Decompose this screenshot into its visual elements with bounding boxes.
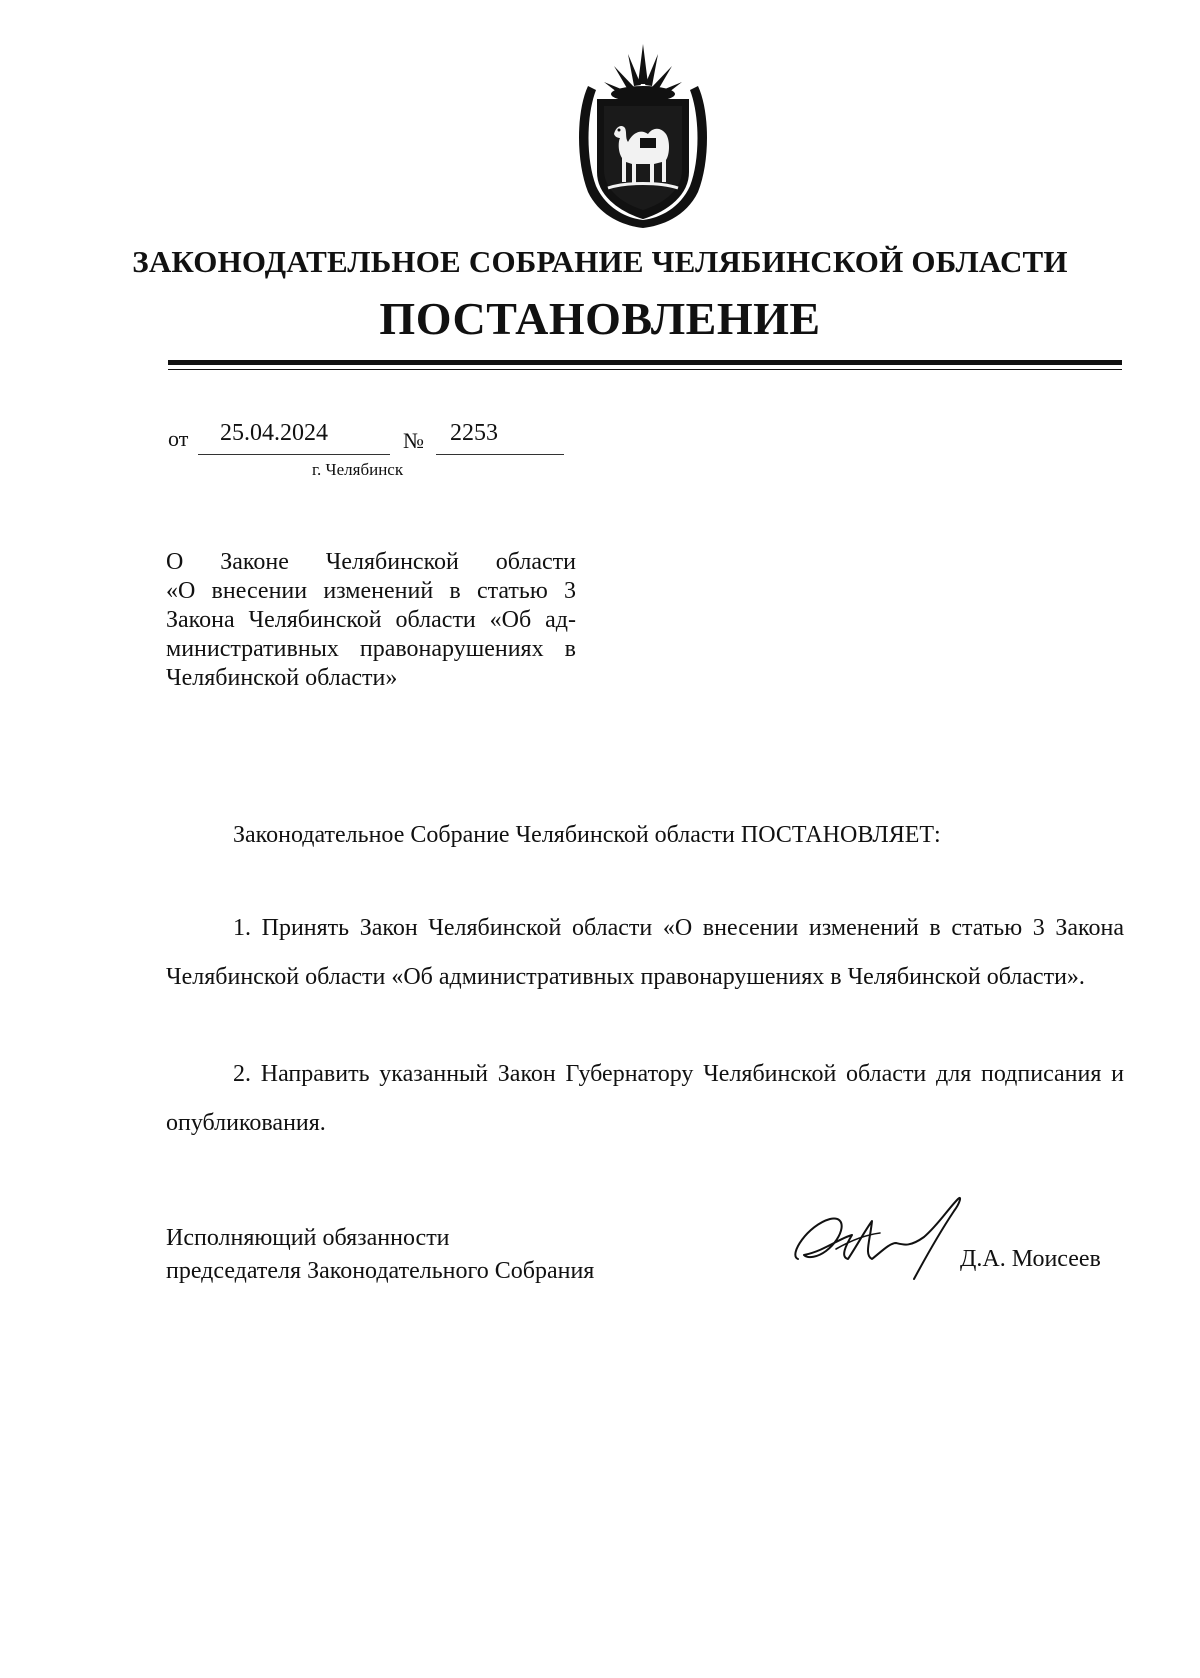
header-rule-thick <box>168 360 1122 365</box>
signatory-role-line: председателя Законодательного Собрания <box>166 1258 595 1284</box>
header-rule-thin <box>168 369 1122 370</box>
document-type-title: ПОСТАНОВЛЕНИЕ <box>379 293 821 344</box>
clause-2: 2. Направить указанный Закон Губернатору Челябинской области для подписания и опубликования. <box>166 1061 1124 1136</box>
number-underline <box>436 454 564 455</box>
organization-name: ЗАКОНОДАТЕЛЬНОЕ СОБРАНИЕ ЧЕЛЯБИНСКОЙ ОБЛАСТИ <box>132 244 1068 279</box>
subject-line: Челябинской области» <box>166 665 398 691</box>
number-label: № <box>403 428 424 453</box>
city-label: г. Челябинск <box>312 460 404 479</box>
signature-image <box>778 1185 1018 1300</box>
signatory-role-line: Исполняющий обязанности <box>166 1225 450 1251</box>
date-label: от <box>168 426 189 451</box>
document-number: 2253 <box>450 420 498 446</box>
subject-line: О Законе Челябинской области <box>166 549 576 575</box>
subject-line: министративных правонарушениях в <box>166 636 576 662</box>
signer-name: Д.А. Моисеев <box>960 1246 1101 1272</box>
document-date: 25.04.2024 <box>220 420 328 446</box>
preamble: Законодательное Собрание Челябинской области ПОСТАНОВЛЯЕТ: <box>233 822 941 848</box>
signatory-role <box>166 1222 594 1288</box>
clause-1: 1. Принять Закон Челябинской области «О внесении изменений в статью 3 Закона Челябинской области «Об административных правонарушениях в Челябинской области». <box>166 915 1124 990</box>
date-underline <box>198 454 390 455</box>
subject-line: «О внесении изменений в статью 3 <box>166 578 576 604</box>
coat-of-arms-icon <box>570 42 716 230</box>
subject-line: Закона Челябинской области «Об ад- <box>166 607 576 633</box>
document-subject <box>166 548 576 693</box>
